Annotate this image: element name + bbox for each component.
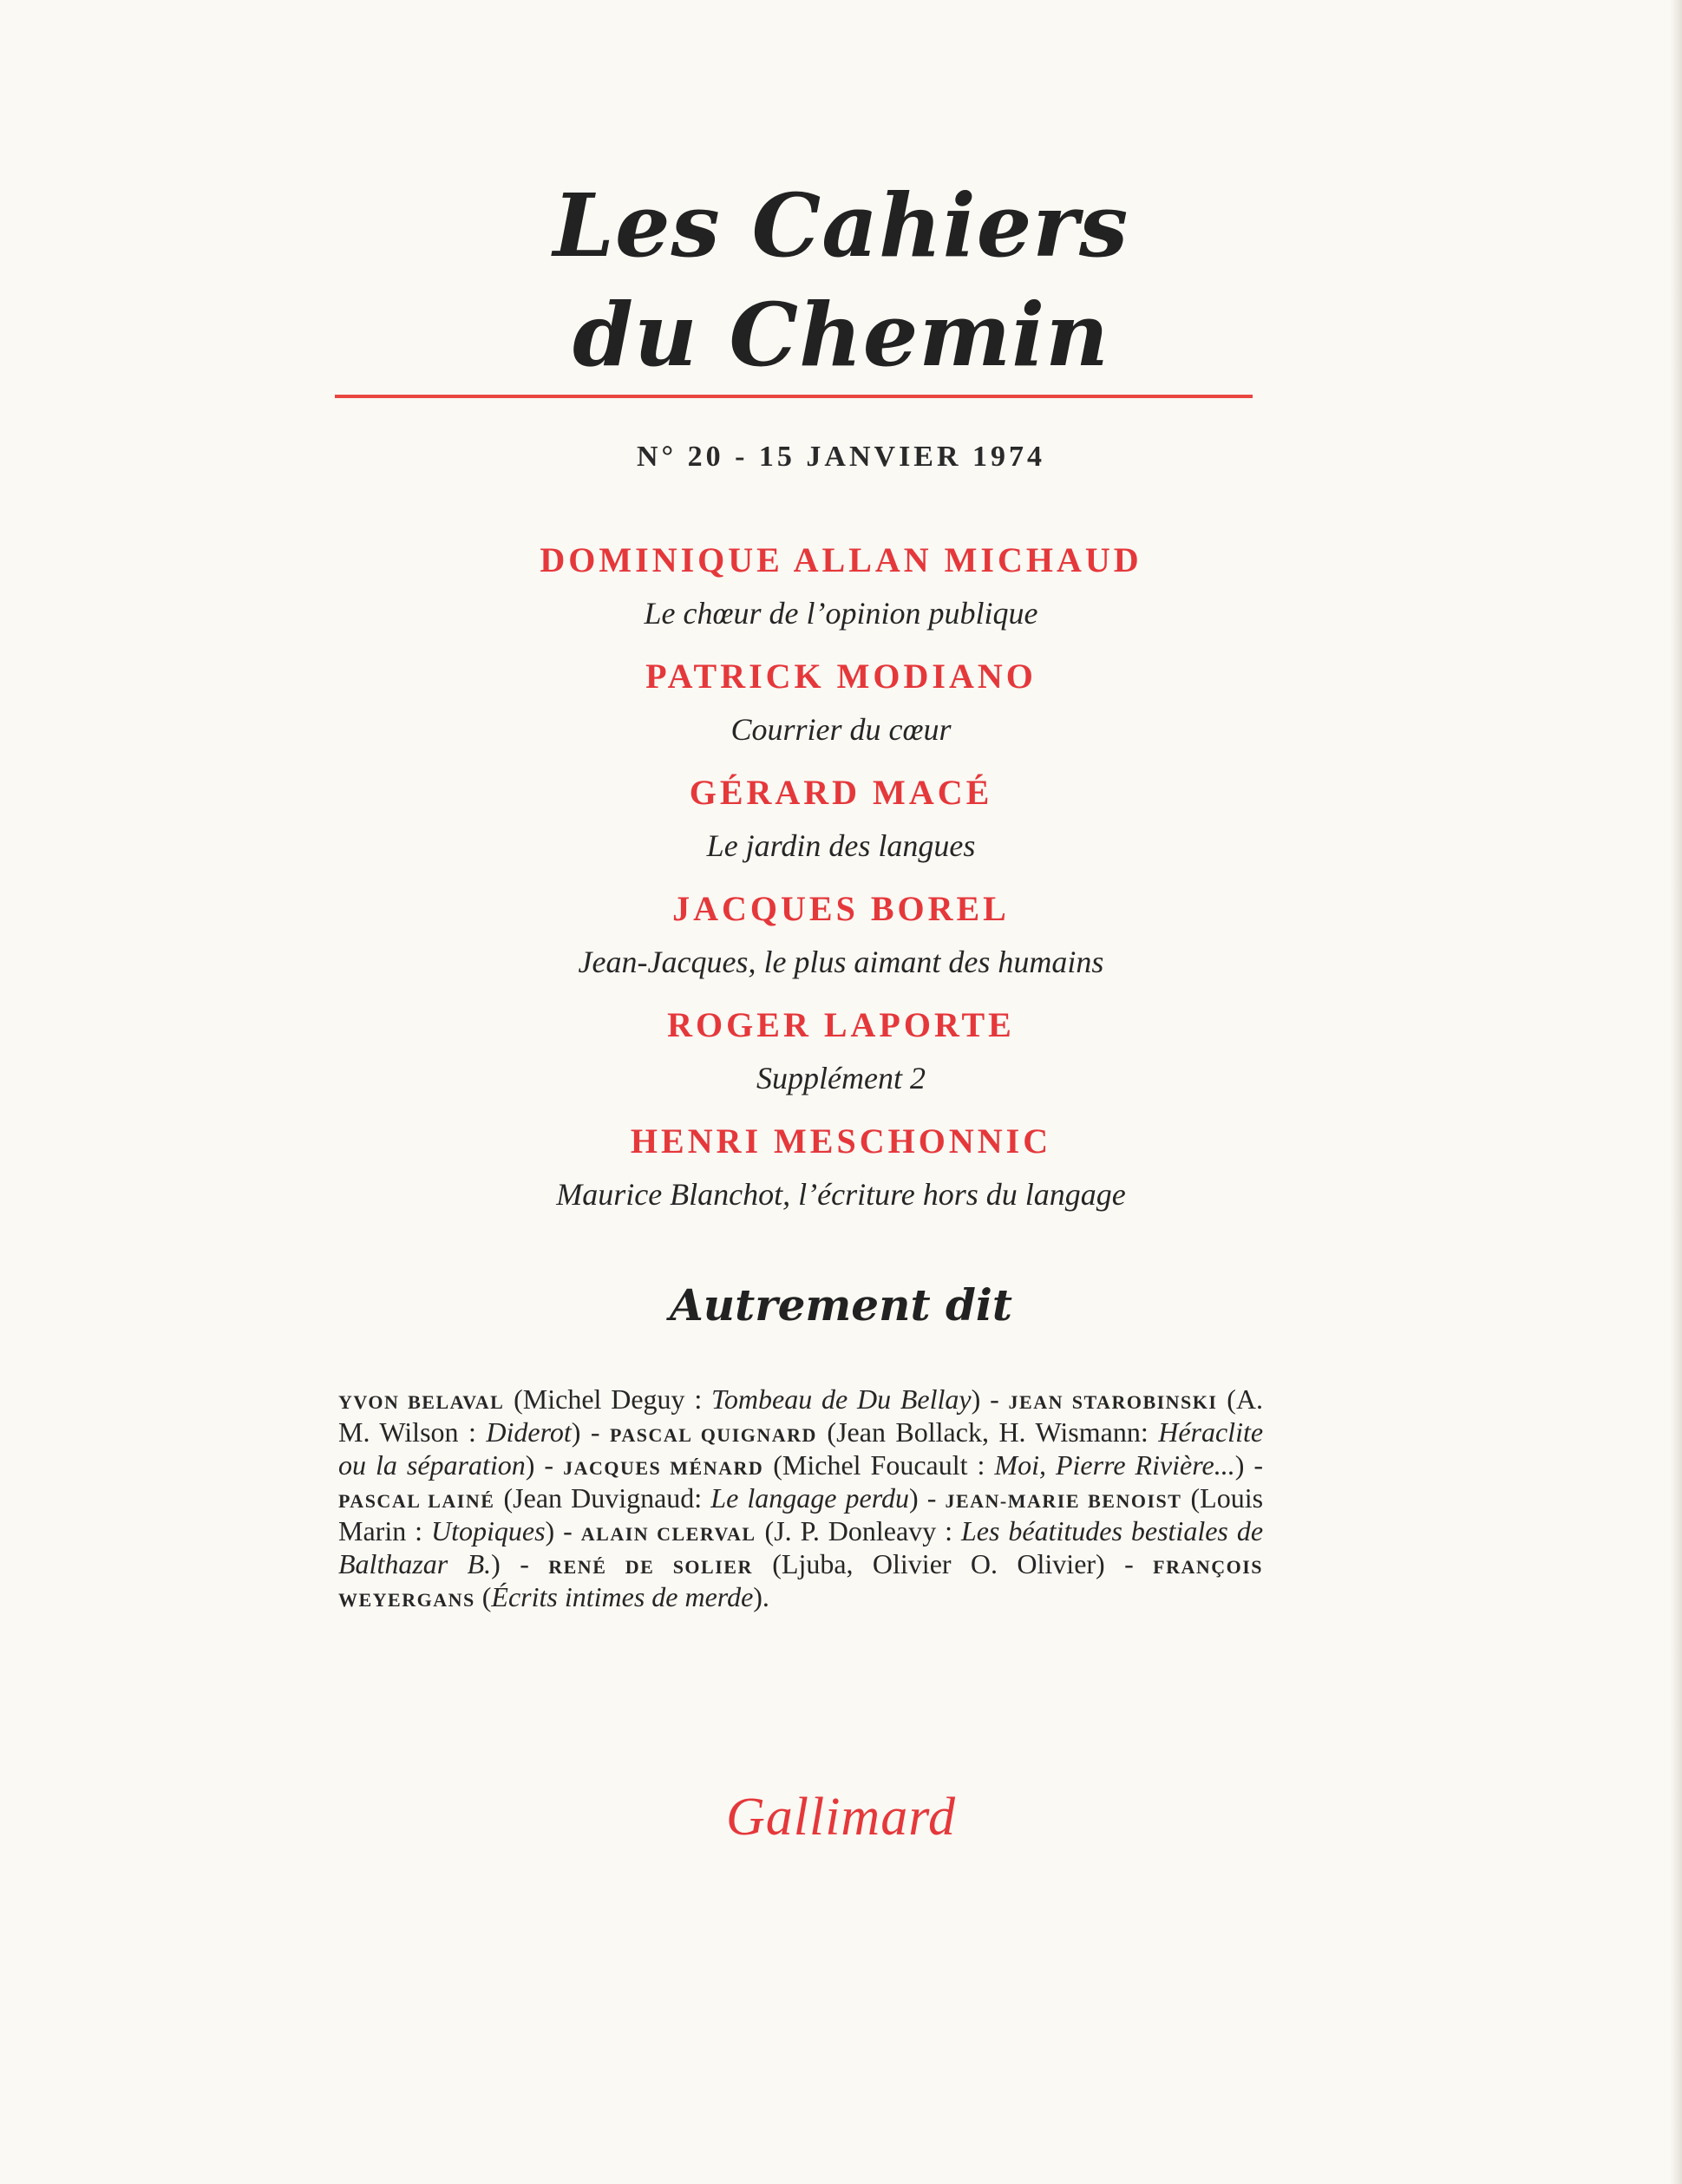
review-reviewer: PASCAL LAINÉ <box>338 1490 495 1512</box>
contents-author: GÉRARD MACÉ <box>689 773 993 812</box>
review-author: (Jean Bollack, H. Wismann: <box>827 1416 1159 1448</box>
contents-author: PATRICK MODIANO <box>645 657 1037 696</box>
review-author: (Jean Duvignaud: <box>503 1482 711 1514</box>
review-close: ). <box>753 1581 769 1612</box>
contents-entry <box>0 533 1682 650</box>
contents-title: Le jardin des langues <box>706 828 976 863</box>
review-reviewer: PASCAL QUIGNARD <box>610 1424 817 1446</box>
review-work-title: Utopiques <box>431 1515 546 1546</box>
contents-author: HENRI MESCHONNIC <box>630 1121 1052 1161</box>
review-close: ) <box>909 1482 919 1514</box>
review-separator: - <box>1244 1449 1264 1481</box>
review-separator: - <box>534 1449 564 1481</box>
review-close: ) <box>571 1416 581 1448</box>
contents-entry <box>0 650 1682 766</box>
review-work-title: Le langage perdu <box>710 1482 909 1514</box>
reviews-paragraph <box>338 1384 1263 1615</box>
review-item <box>563 1449 1244 1481</box>
masthead-line-1: Les Cahiers <box>553 174 1129 277</box>
review-separator: - <box>500 1548 549 1579</box>
review-work-title: Moi, Pierre Rivière... <box>994 1449 1235 1481</box>
review-item <box>338 1383 980 1415</box>
review-item <box>338 1482 919 1514</box>
contents-entry <box>0 1115 1682 1231</box>
review-close: ) <box>1234 1449 1245 1481</box>
review-work-title: Héraclite ou la séparation <box>338 1416 1264 1481</box>
review-reviewer: JEAN-MARIE BENOIST <box>945 1490 1182 1512</box>
review-separator: - <box>980 1383 1009 1415</box>
review-reviewer: JEAN STAROBINSKI <box>1008 1391 1218 1413</box>
review-reviewer: JACQUES MÉNARD <box>563 1457 764 1479</box>
contents-entry <box>0 766 1682 882</box>
review-author: (Michel Foucault : <box>773 1449 995 1481</box>
review-work-title: Diderot <box>486 1416 572 1448</box>
review-reviewer: ALAIN CLERVAL <box>580 1523 756 1545</box>
review-reviewer: FRANÇOIS WEYERGANS <box>338 1556 1264 1611</box>
section-heading: Autrement dit <box>669 1279 1013 1331</box>
review-reviewer: RENÉ DE SOLIER <box>548 1556 753 1578</box>
review-separator: - <box>918 1482 946 1514</box>
review-work-title: Écrits intimes de merde <box>491 1581 754 1612</box>
review-close: ) <box>971 1383 981 1415</box>
review-author: (Michel Deguy : <box>514 1383 712 1415</box>
contents-title: Jean-Jacques, le plus aimant des humains <box>578 945 1104 979</box>
contents-entry <box>0 998 1682 1115</box>
page-edge-shadow <box>1670 0 1682 2184</box>
contents-title: Supplément 2 <box>756 1061 926 1095</box>
contents-author: JACQUES BOREL <box>672 889 1010 928</box>
review-separator: - <box>580 1416 611 1448</box>
review-close: ) <box>525 1449 535 1481</box>
review-work-title: Tombeau de Du Bellay <box>711 1383 972 1415</box>
contents-entry <box>0 882 1682 998</box>
red-divider-rule <box>335 395 1253 398</box>
contents-title: Maurice Blanchot, l’écriture hors du langage <box>556 1177 1126 1212</box>
review-item <box>548 1548 1104 1579</box>
review-close: ) <box>545 1515 555 1546</box>
review-separator: - <box>1104 1548 1154 1579</box>
table-of-contents <box>0 533 1682 1231</box>
contents-title: Le chœur de l’opinion publique <box>644 596 1038 631</box>
review-close: ) <box>491 1548 501 1579</box>
review-author: (Ljuba, Olivier O. Olivier) <box>772 1548 1105 1579</box>
masthead <box>0 173 1682 399</box>
review-work-title: Les béatitudes bestiales de Balthazar B. <box>338 1515 1264 1579</box>
publisher-name: Gallimard <box>725 1788 957 1847</box>
issue-number-date: N° 20 - 15 JANVIER 1974 <box>636 441 1046 473</box>
review-reviewer: YVON BELAVAL <box>338 1391 505 1413</box>
contents-author: DOMINIQUE ALLAN MICHAUD <box>540 540 1142 579</box>
review-author: (Louis Marin : <box>338 1482 1264 1546</box>
review-separator: - <box>554 1515 581 1546</box>
review-author: ( <box>481 1581 492 1612</box>
contents-author: ROGER LAPORTE <box>667 1005 1015 1044</box>
review-author: (J. P. Donleavy : <box>764 1515 961 1546</box>
contents-title: Courrier du cœur <box>730 712 952 747</box>
masthead-line-2: du Chemin <box>573 284 1109 386</box>
review-author: (A. M. Wilson : <box>338 1383 1264 1448</box>
